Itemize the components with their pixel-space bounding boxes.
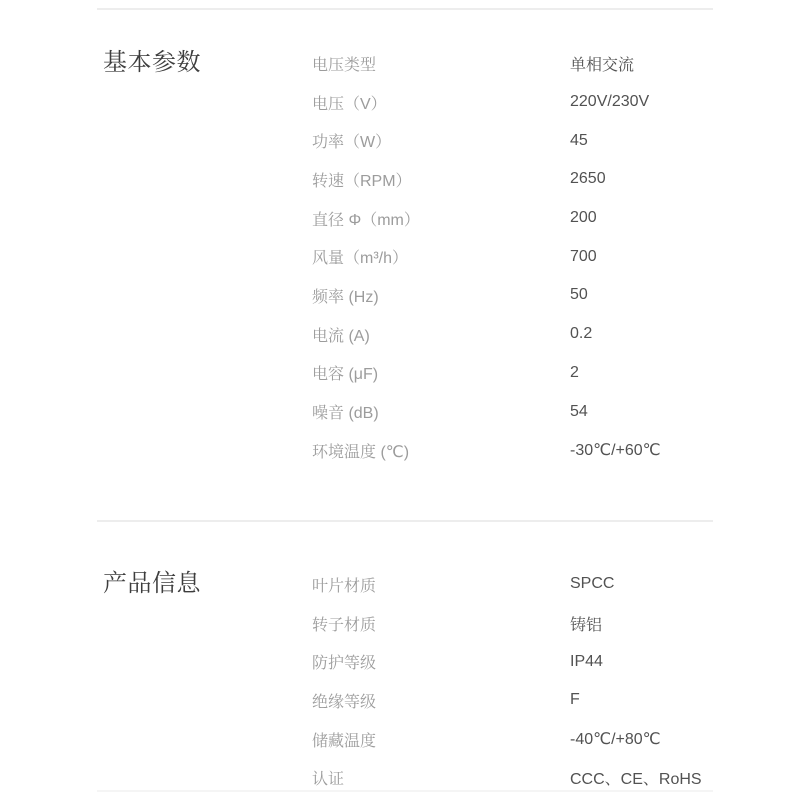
spec-label: 绝缘等级 bbox=[312, 693, 377, 711]
spec-row bbox=[312, 681, 713, 720]
spec-row bbox=[312, 315, 713, 354]
spec-value: 200 bbox=[570, 209, 597, 227]
spec-row bbox=[312, 276, 713, 315]
spec-value: 45 bbox=[570, 131, 588, 149]
spec-label: 环境温度 (℃) bbox=[312, 443, 410, 461]
spec-rows-product bbox=[312, 565, 713, 797]
spec-label: 电流 (A) bbox=[312, 327, 370, 345]
spec-label: 叶片材质 bbox=[312, 577, 377, 595]
spec-label: 频率 (Hz) bbox=[312, 288, 379, 306]
spec-value: 单相交流 bbox=[570, 56, 635, 74]
spec-row bbox=[312, 392, 713, 431]
spec-value: IP44 bbox=[570, 652, 603, 670]
spec-row bbox=[312, 44, 713, 83]
spec-label: 噪音 (dB) bbox=[312, 405, 379, 423]
spec-value: 2 bbox=[570, 363, 579, 381]
spec-row bbox=[312, 431, 713, 470]
spec-value: -30℃/+60℃ bbox=[570, 442, 661, 460]
spec-row bbox=[312, 642, 713, 681]
section-basic-params bbox=[103, 44, 713, 470]
spec-row bbox=[312, 720, 713, 759]
spec-value: 铸铝 bbox=[570, 616, 603, 634]
spec-row bbox=[312, 160, 713, 199]
bottom-divider bbox=[97, 790, 713, 792]
spec-row bbox=[312, 83, 713, 122]
spec-label: 转速（RPM） bbox=[312, 172, 412, 190]
section-divider bbox=[97, 520, 713, 522]
section-product-info bbox=[103, 565, 713, 797]
spec-value: 0.2 bbox=[570, 325, 593, 343]
spec-value: F bbox=[570, 691, 580, 709]
spec-label: 转子材质 bbox=[312, 616, 377, 634]
spec-value: 220V/230V bbox=[570, 93, 650, 111]
spec-value: 700 bbox=[570, 247, 597, 265]
spec-label: 防护等级 bbox=[312, 655, 377, 673]
spec-label: 直径 Φ（mm） bbox=[312, 211, 420, 229]
spec-row bbox=[312, 121, 713, 160]
spec-row bbox=[312, 354, 713, 393]
spec-label: 电压类型 bbox=[312, 56, 377, 74]
spec-value: -40℃/+80℃ bbox=[570, 731, 661, 749]
section-title-basic-params: 基本参数 bbox=[103, 49, 201, 76]
spec-row bbox=[312, 237, 713, 276]
spec-label: 功率（W） bbox=[312, 134, 392, 152]
spec-value: SPCC bbox=[570, 575, 615, 593]
spec-label: 风量（m³/h） bbox=[312, 250, 409, 268]
spec-label: 电压（V） bbox=[312, 95, 387, 113]
spec-row bbox=[312, 565, 713, 604]
spec-label: 电容 (μF) bbox=[312, 366, 379, 384]
top-divider bbox=[97, 8, 713, 10]
spec-label: 储藏温度 bbox=[312, 732, 377, 750]
spec-value: 54 bbox=[570, 402, 588, 420]
spec-label: 认证 bbox=[312, 771, 345, 789]
spec-value: CCC、CE、RoHS bbox=[570, 771, 702, 789]
spec-row bbox=[312, 199, 713, 238]
spec-rows-basic bbox=[312, 44, 713, 470]
section-title-product-info: 产品信息 bbox=[103, 570, 201, 597]
spec-value: 50 bbox=[570, 286, 588, 304]
spec-row bbox=[312, 604, 713, 643]
spec-value: 2650 bbox=[570, 170, 606, 188]
